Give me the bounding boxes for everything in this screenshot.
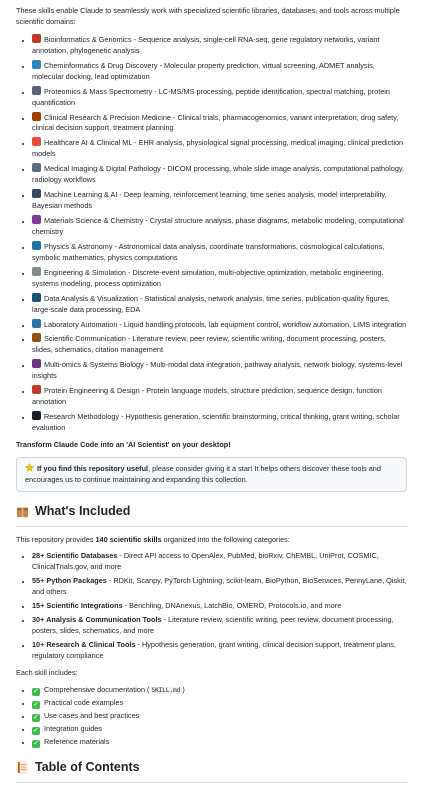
robot-icon	[32, 189, 41, 198]
domain-name: Engineering & Simulation	[44, 267, 126, 277]
domain-name: Medical Imaging & Digital Pathology	[44, 164, 161, 174]
domain-item: • Physics & Astronomy - Astronomical data analysis, coordinate transformations, cosmological calculations, symbolic mathematics, physics computations	[32, 241, 407, 264]
domain-name: Cheminformatics & Drug Discovery	[44, 60, 158, 70]
domain-description: Molecular property prediction, virtual screening, ADMET analysis, molecular docking, lead optimization	[32, 60, 375, 81]
category-description: RDKit, Scanpy, PyTorch Lightning, scikit-learn, BioPython, BioServices, PennyLane, Qiskit, and others	[32, 576, 407, 597]
domain-description: Crystal structure analysis, phase diagrams, metabolic modeling, computational chemistry	[32, 216, 404, 236]
category-item: • 15+ Scientific Integrations - Benchling, DNAnexus, LatchBio, OMERO, Protocols.io, and more	[32, 601, 407, 612]
domain-item: • Laboratory Automation - Liquid handling protocols, lab equipment control, workflow automation, LIMS integration	[32, 319, 407, 331]
domain-name: Bioinformatics & Genomics	[44, 34, 132, 44]
domain-name: Protein Engineering & Design	[44, 386, 140, 396]
domain-description: Hypothesis generation, scientific brainstorming, critical thinking, grant writing, scholar evaluation	[32, 412, 400, 432]
globe-icon	[32, 241, 41, 250]
category-item: • 28+ Scientific Databases - Direct API access to OpenAlex, PubMed, bioRxiv, ChEMBL, UniProt, COSMIC, ClinicalTrials.gov, and more	[32, 551, 407, 573]
notebook-icon	[16, 761, 29, 774]
chart-icon	[32, 293, 41, 302]
domain-item: • Scientific Communication - Literature review, peer review, scientific writing, document processing, posters, slides, schematics, citation management	[32, 333, 407, 356]
graduation-cap-icon	[32, 411, 41, 420]
feature-label: Reference materials	[44, 736, 110, 746]
domain-item: • Proteomics & Mass Spectrometry - LC-MS/MS processing, peptide identification, spectral matching, protein quantification	[32, 86, 407, 109]
feature-label: Practical code examples	[44, 697, 124, 707]
domain-name: Multi-omics & Systems Biology	[44, 360, 144, 370]
package-icon	[16, 505, 29, 518]
star-icon	[25, 463, 34, 472]
network-icon	[32, 359, 41, 368]
domain-description: Clinical trials, pharmacogenomics, variant interpretation, drug safety, clinical decision support, treatment planning	[32, 112, 399, 133]
callout-prefix: If you find this repository useful	[37, 463, 149, 473]
domain-name: Data Analysis & Visualization	[44, 293, 138, 303]
category-description: Literature review, scientific writing, peer review, document processing, posters, slides, schematics, and more	[32, 615, 394, 636]
category-name: 55+ Python Packages	[32, 576, 107, 586]
gear-icon	[32, 267, 41, 276]
heart-icon	[32, 137, 41, 146]
domain-item: • Medical Imaging & Digital Pathology - DICOM processing, whole slide image analysis, computational pathology, radiology workflows	[32, 163, 407, 186]
category-item: • 55+ Python Packages - RDKit, Scanpy, PyTorch Lightning, scikit-learn, BioPython, BioServices, PennyLane, Qiskit, and others	[32, 576, 407, 598]
microscope-icon	[32, 86, 41, 95]
domain-description: EHR analysis, physiological signal processing, medical imaging, clinical prediction models	[32, 138, 404, 159]
category-name: 30+ Analysis & Communication Tools	[32, 615, 162, 625]
feature-item	[32, 698, 407, 709]
checkmark-icon: ✓	[33, 713, 39, 721]
feature-item	[32, 737, 407, 748]
domain-description: DICOM processing, whole slide image analysis, computational pathology, radiology workflows	[32, 164, 405, 185]
domain-item: • Data Analysis & Visualization - Statistical analysis, network analysis, time series, publication-quality figures, large-scale data processing, EDA	[32, 293, 407, 316]
document-icon	[32, 333, 41, 342]
domain-item: • Materials Science & Chemistry - Crystal structure analysis, phase diagrams, metabolic modeling, computational chemistry	[32, 215, 407, 238]
category-name: 10+ Research & Clinical Tools	[32, 640, 136, 649]
domain-name: Laboratory Automation	[44, 319, 118, 329]
feature-label-suffix: )	[182, 684, 185, 694]
feature-label: Comprehensive documentation (	[44, 684, 150, 694]
category-description: Benchling, DNAnexus, LatchBio, OMERO, Protocols.io, and more	[129, 601, 342, 611]
domain-list	[16, 34, 407, 434]
feature-label: Integration guides	[44, 723, 103, 733]
category-name: 28+ Scientific Databases	[32, 551, 118, 561]
domain-name: Materials Science & Chemistry	[44, 216, 144, 225]
feature-item	[32, 711, 407, 722]
domain-item: • Protein Engineering & Design - Protein language models, structure prediction, sequence design, function annotation	[32, 385, 407, 408]
category-description: Hypothesis generation, grant writing, clinical decision support, treatment plans, regulatory compliance	[32, 640, 396, 660]
dna-icon	[32, 385, 41, 394]
domain-name: Proteomics & Mass Spectrometry	[44, 86, 153, 96]
category-item: • 10+ Research & Clinical Tools - Hypothesis generation, grant writing, clinical decision support, treatment plans, regulatory compliance	[32, 640, 407, 662]
domain-item: • Machine Learning & AI - Deep learning, reinforcement learning, time series analysis, model interpretability, Bayesian methods	[32, 189, 407, 212]
checkmark-icon: ✓	[33, 687, 39, 695]
domain-description: Sequence analysis, single-cell RNA-seq, gene regulatory networks, variant annotation, phylogenetic analysis	[32, 34, 380, 55]
category-name: 15+ Scientific Integrations	[32, 601, 123, 611]
pill-icon	[32, 60, 41, 69]
feature-list	[16, 685, 407, 748]
domain-item: • Engineering & Simulation - Discrete-event simulation, multi-objective optimization, metabolic engineering, systems modeling, process optimization	[32, 267, 407, 290]
domain-name: Clinical Research & Precision Medicine	[44, 112, 171, 122]
domain-name: Physics & Astronomy	[44, 241, 113, 251]
checkmark-icon: ✓	[33, 726, 39, 734]
feature-item	[32, 724, 407, 735]
domain-item: • Healthcare AI & Clinical ML - EHR analysis, physiological signal processing, medical imaging, clinical prediction models	[32, 137, 407, 160]
domain-description: Liquid handling protocols, lab equipment control, workflow automation, LIMS integration	[123, 319, 407, 329]
domain-item: • Research Methodology - Hypothesis generation, scientific brainstorming, critical thinking, grant writing, scholar evaluation	[32, 411, 407, 434]
category-item: • 30+ Analysis & Communication Tools - Literature review, scientific writing, peer review, document processing, posters, slides, schematics, and more	[32, 615, 407, 637]
domain-name: Research Methodology	[44, 412, 120, 422]
domain-description: Literature review, peer review, scientific writing, document processing, posters, slides, schematics, citation management	[32, 334, 386, 355]
category-description: Direct API access to OpenAlex, PubMed, bioRxiv, ChEMBL, UniProt, COSMIC, ClinicalTrials.gov, and more	[32, 551, 379, 572]
domain-description: Multi-modal data integration, pathway analysis, network biology, systems-level insights	[32, 360, 403, 381]
domain-description: Protein language models, structure prediction, sequence design, function annotation	[32, 386, 382, 407]
tagline: Transform Claude Code into an 'AI Scientist' on your desktop!	[16, 439, 231, 449]
domain-item: • Clinical Research & Precision Medicine - Clinical trials, pharmacogenomics, variant interpretation, drug safety, clinical decision support, treatment planning	[32, 112, 407, 135]
included-lead: This repository provides 140 scientific skills organized into the following categories:	[16, 534, 290, 544]
checkmark-icon: ✓	[33, 739, 39, 747]
dna-icon	[32, 34, 41, 43]
star-callout	[16, 457, 407, 492]
domain-item: • Cheminformatics & Drug Discovery - Molecular property prediction, virtual screening, ADMET analysis, molecular docking, lead optimization	[32, 60, 407, 83]
intro-paragraph: These skills enable Claude to seamlessly work with specialized scientific libraries, databases, and tools across multiple scientific domains:	[16, 6, 400, 26]
domain-description: Statistical analysis, network analysis, time series, publication-quality figures, large-scale data processing, EDA	[32, 293, 390, 314]
callout-text: , please consider giving it a star! It helps others discover these tools and encourages us to continue maintaining and expanding this collection.	[25, 463, 381, 484]
domain-description: Astronomical data analysis, coordinate transformations, cosmological calculations, symbolic mathematics, physics computations	[32, 241, 385, 262]
clipboard-icon	[32, 112, 41, 121]
domain-item: • Bioinformatics & Genomics - Sequence analysis, single-cell RNA-seq, gene regulatory networks, variant annotation, phylogenetic analysis	[32, 34, 407, 57]
crystal-icon	[32, 215, 41, 224]
image-icon	[32, 163, 41, 172]
checkmark-icon: ✓	[33, 700, 39, 708]
each-skill-label: Each skill includes:	[16, 667, 78, 677]
domain-name: Machine Learning & AI	[44, 190, 118, 200]
domain-description: Discrete-event simulation, multi-objective optimization, metabolic engineering, systems modeling, process optimization	[32, 267, 384, 288]
feature-label: Use cases and best practices	[44, 710, 140, 720]
pipette-icon	[32, 319, 41, 328]
domain-item: • Multi-omics & Systems Biology - Multi-modal data integration, pathway analysis, network biology, systems-level insights	[32, 359, 407, 382]
toc-heading: Table of Contents	[16, 758, 407, 783]
domain-name: Scientific Communication	[44, 334, 126, 344]
feature-item	[32, 685, 407, 696]
inline-code: SKILL.md	[151, 686, 181, 694]
category-list	[16, 551, 407, 661]
whats-included-heading: What's Included	[16, 502, 407, 527]
domain-description: Deep learning, reinforcement learning, time series analysis, model interpretability, Bayesian methods	[32, 190, 387, 211]
domain-description: LC-MS/MS processing, peptide identification, spectral matching, protein quantification	[32, 86, 390, 107]
domain-name: Healthcare AI & Clinical ML	[44, 138, 133, 148]
